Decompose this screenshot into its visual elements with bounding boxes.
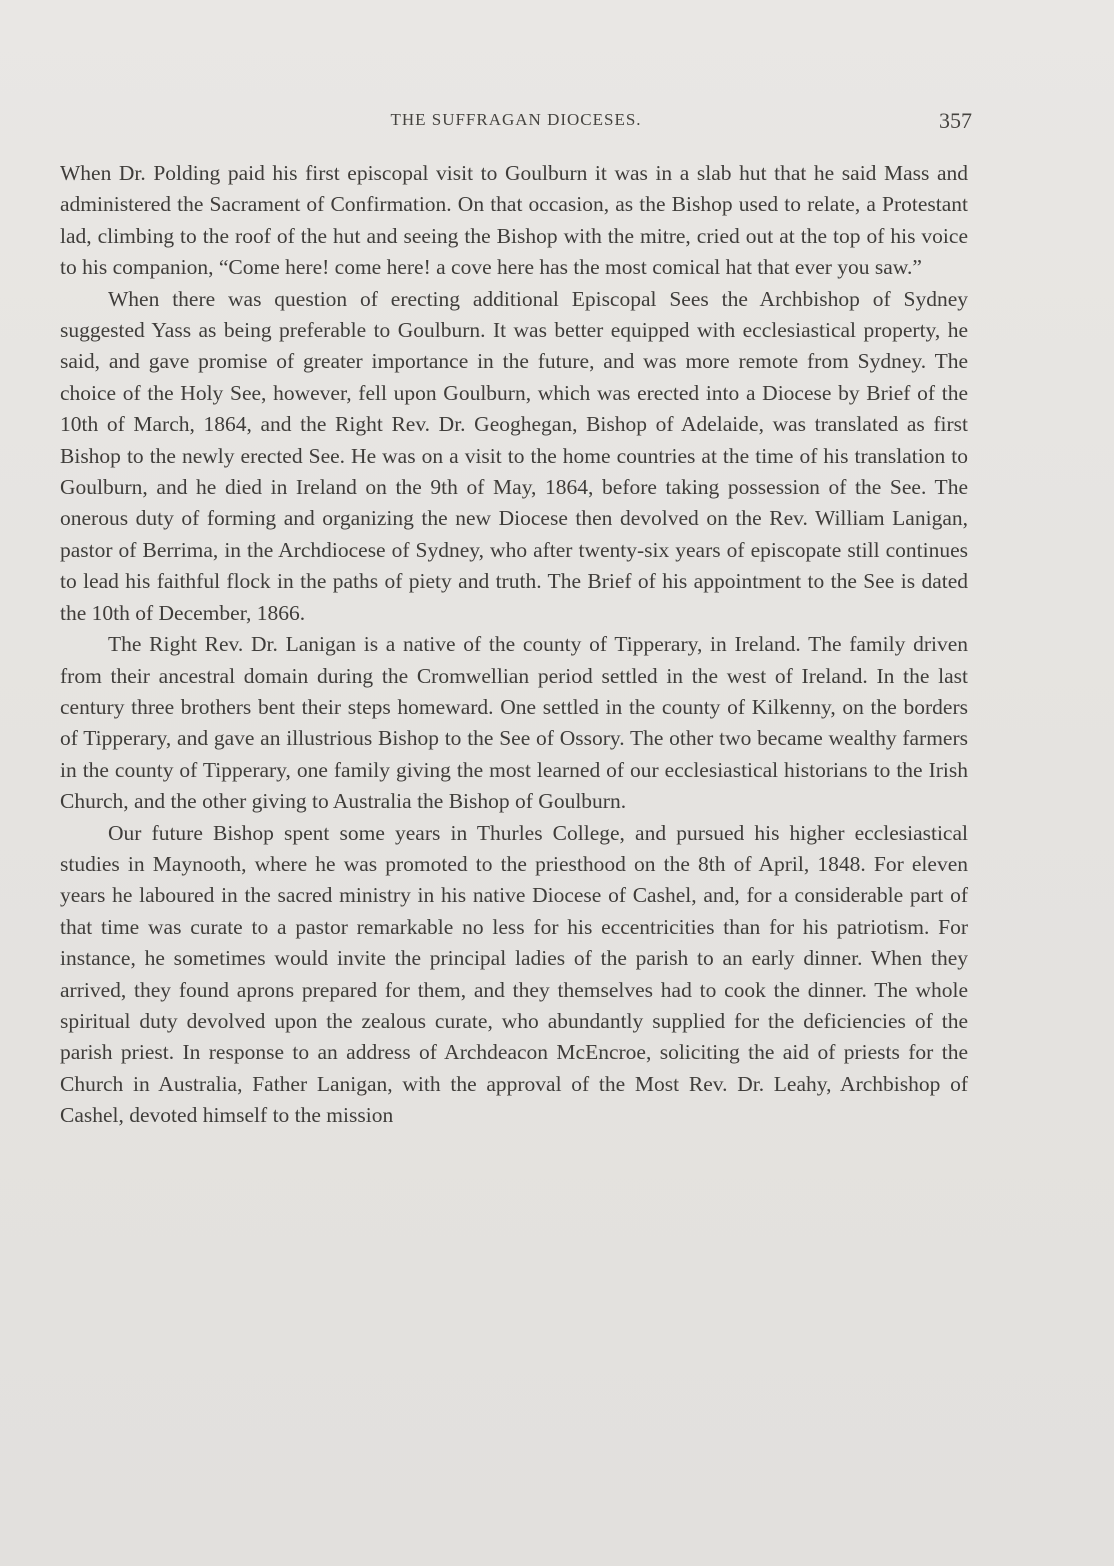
body-text [60,158,968,1132]
paragraph-lanigan-family: The Right Rev. Dr. Lanigan is a native of the county of Tipperary, in Ireland. The family driven from their ancestral domain during the Cromwellian period settled in the west of Ireland. In the last century three brothers bent their steps homeward. One settled in the county of Kilkenny, on the borders of Tipperary, and gave an illustrious Bishop to the See of Ossory. The other two became wealthy farmers in the county of Tipperary, one family giving the most learned of our ecclesiastical historians to the Irish Church, and the other giving to Australia the Bishop of Goulburn. [60,632,968,814]
paragraph-lanigan-career: Our future Bishop spent some years in Thurles College, and pursued his higher ecclesiastical studies in Maynooth, where he was promoted to the priesthood on the 8th of April, 1848. For eleven years he laboured in the sacred ministry in his native Diocese of Cashel, and, for a considerable part of that time was curate to a pastor remarkable no less for his eccentricities than for his patriotism. For instance, he sometimes would invite the principal ladies of the parish to an early dinner. When they arrived, they found aprons prepared for them, and they themselves had to cook the dinner. The whole spiritual duty devolved upon the zealous curate, who abundantly supplied for the deficiencies of the parish priest. In response to an address of Archdeacon McEncroe, soliciting the aid of priests for the Church in Australia, Father Lanigan, with the approval of the Most Rev. Dr. Leahy, Archbishop of Cashel, devoted himself to the mission [60,820,968,1128]
paragraph-polding-visit: When Dr. Polding paid his first episcopal visit to Goulburn it was in a slab hut that he said Mass and administered the Sacrament of Confirmation. On that occasion, as the Bishop used to relate, a Protestant lad, climbing to the roof of the hut and seeing the Bishop with the mitre, cried out at the top of his voice to his companion, “Come here! come here! a cove here has the most comical hat that ever you saw.” [60,161,968,280]
page-number: 357 [939,108,972,133]
paragraph-goulburn-diocese: When there was question of erecting additional Episcopal Sees the Archbishop of Sydney suggested Yass as being preferable to Goulburn. It was better equipped with ecclesiastical property, he said, and gave promise of greater importance in the future, and was more remote from Sydney. The choice of the Holy See, however, fell upon Goulburn, which was erected into a Diocese by Brief of the 10th of March, 1864, and the Right Rev. Dr. Geoghegan, Bishop of Adelaide, was translated as first Bishop to the newly erected See. He was on a visit to the home countries at the time of his translation to Goulburn, and he died in Ireland on the 9th of May, 1864, before taking possession of the See. The onerous duty of forming and organizing the new Diocese then devolved on the Rev. William Lanigan, pastor of Berrima, in the Archdiocese of Sydney, who after twenty-six years of episcopate still continues to lead his faithful flock in the paths of piety and truth. The Brief of his appointment to the See is dated the 10th of December, 1866. [60,286,968,625]
running-head [60,108,972,138]
running-head-title: THE SUFFRAGAN DIOCESES. [390,110,642,129]
